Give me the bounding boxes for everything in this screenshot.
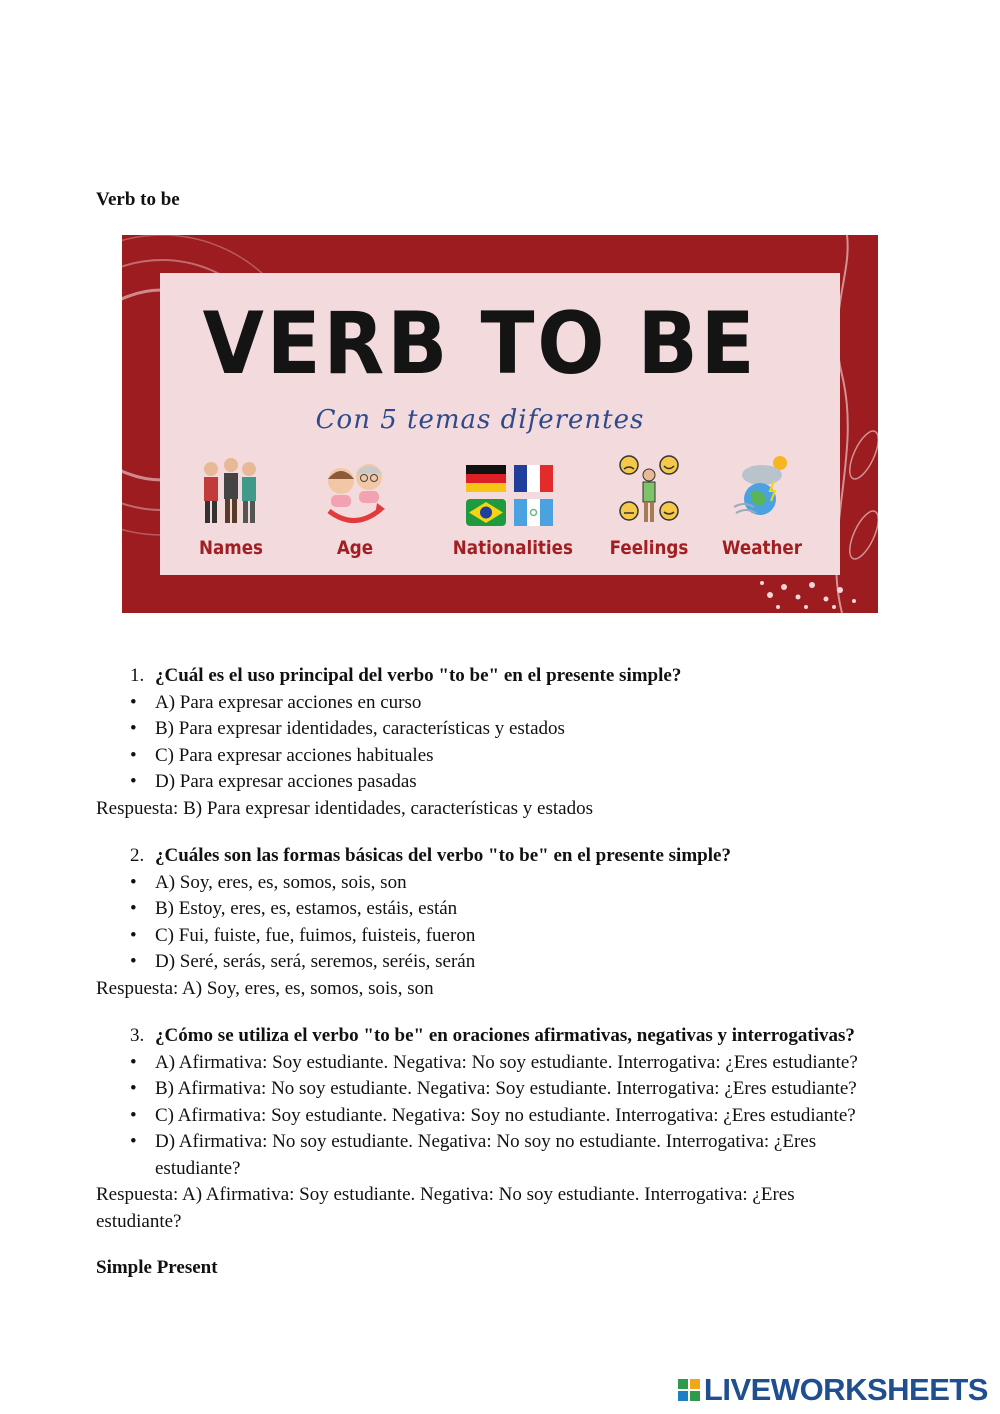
option-a: A) Para expresar acciones en curso bbox=[155, 691, 422, 713]
logo-text: LIVEWORKSHEETS bbox=[703, 1372, 988, 1407]
emotions-icon bbox=[584, 451, 714, 531]
bullet: • bbox=[130, 871, 137, 893]
answer-text: Respuesta: A) Afirmativa: Soy estudiante. Negativa: No soy estudiante. Interrogativa: ¿Eres estudiante? bbox=[96, 1184, 795, 1232]
bullet: • bbox=[130, 951, 137, 972]
verb-to-be-banner bbox=[122, 235, 878, 613]
banner-subtitle: Con 5 temas diferentes bbox=[315, 405, 645, 435]
people-icon bbox=[166, 451, 296, 531]
section-heading: Simple Present bbox=[96, 1257, 218, 1278]
topic-label-weather: Weather bbox=[722, 537, 802, 559]
option-b: B) Para expresar identidades, características y estados bbox=[155, 718, 565, 739]
flags-icon bbox=[445, 451, 575, 531]
option-d: D) Afirmativa: No soy estudiante. Negativa: No soy no estudiante. Interrogativa: ¿Eres estudiante? bbox=[155, 1131, 817, 1179]
bullet: • bbox=[130, 1078, 137, 1099]
option-c: C) Para expresar acciones habituales bbox=[155, 744, 434, 766]
liveworksheets-logo[interactable] bbox=[678, 1373, 988, 1407]
option-a: A) Afirmativa: Soy estudiante. Negativa: No soy estudiante. Interrogativa: ¿Eres estudiante? bbox=[155, 1051, 858, 1073]
topic-label-age: Age bbox=[336, 537, 374, 559]
bullet: • bbox=[130, 744, 137, 766]
question-text: ¿Cómo se utiliza el verbo "to be" en oraciones afirmativas, negativas y interrogativas? bbox=[155, 1025, 855, 1046]
topic-label-nationalities: Nationalities bbox=[452, 537, 573, 559]
bullet: • bbox=[130, 898, 137, 919]
bullet: • bbox=[130, 718, 137, 739]
answer-text: Respuesta: A) Soy, eres, es, somos, sois, son bbox=[96, 977, 434, 999]
weather-icon bbox=[697, 451, 827, 531]
topic-label-names: Names bbox=[199, 537, 263, 559]
topic-weather bbox=[697, 451, 827, 559]
section-heading: Verb to be bbox=[96, 189, 180, 210]
question-number: 2. bbox=[130, 845, 145, 866]
option-c: C) Afirmativa: Soy estudiante. Negativa: Soy no estudiante. Interrogativa: ¿Eres estudiante? bbox=[155, 1104, 856, 1126]
option-a: A) Soy, eres, es, somos, sois, son bbox=[155, 871, 407, 893]
banner-title: VERB TO BE bbox=[202, 294, 758, 394]
option-b: B) Estoy, eres, es, estamos, estáis, están bbox=[155, 898, 458, 919]
topic-names bbox=[166, 451, 296, 559]
option-c: C) Fui, fuiste, fue, fuimos, fuisteis, fueron bbox=[155, 924, 476, 946]
topic-label-feelings: Feelings bbox=[609, 537, 689, 559]
option-d: D) Seré, serás, será, seremos, seréis, serán bbox=[155, 951, 476, 972]
bullet: • bbox=[130, 924, 137, 946]
bullet: • bbox=[130, 1131, 137, 1152]
bullet: • bbox=[130, 691, 137, 713]
topic-nationalities bbox=[445, 451, 575, 559]
banner-panel bbox=[160, 273, 840, 575]
question-text: ¿Cuál es el uso principal del verbo "to be" en el presente simple? bbox=[155, 665, 682, 686]
answer-text: Respuesta: B) Para expresar identidades, características y estados bbox=[96, 797, 593, 819]
question-text: ¿Cuáles son las formas básicas del verbo "to be" en el presente simple? bbox=[155, 845, 731, 866]
age-icon bbox=[290, 451, 420, 531]
topic-age bbox=[290, 451, 420, 559]
option-b: B) Afirmativa: No soy estudiante. Negativa: Soy estudiante. Interrogativa: ¿Eres estudiante? bbox=[155, 1078, 857, 1099]
bullet: • bbox=[130, 771, 137, 792]
option-d: D) Para expresar acciones pasadas bbox=[155, 771, 417, 792]
topic-feelings bbox=[584, 451, 714, 559]
question-number: 1. bbox=[130, 665, 145, 686]
question-number: 3. bbox=[130, 1025, 145, 1046]
logo-mark-icon bbox=[678, 1379, 700, 1401]
bullet: • bbox=[130, 1051, 137, 1073]
bullet: • bbox=[130, 1104, 137, 1126]
